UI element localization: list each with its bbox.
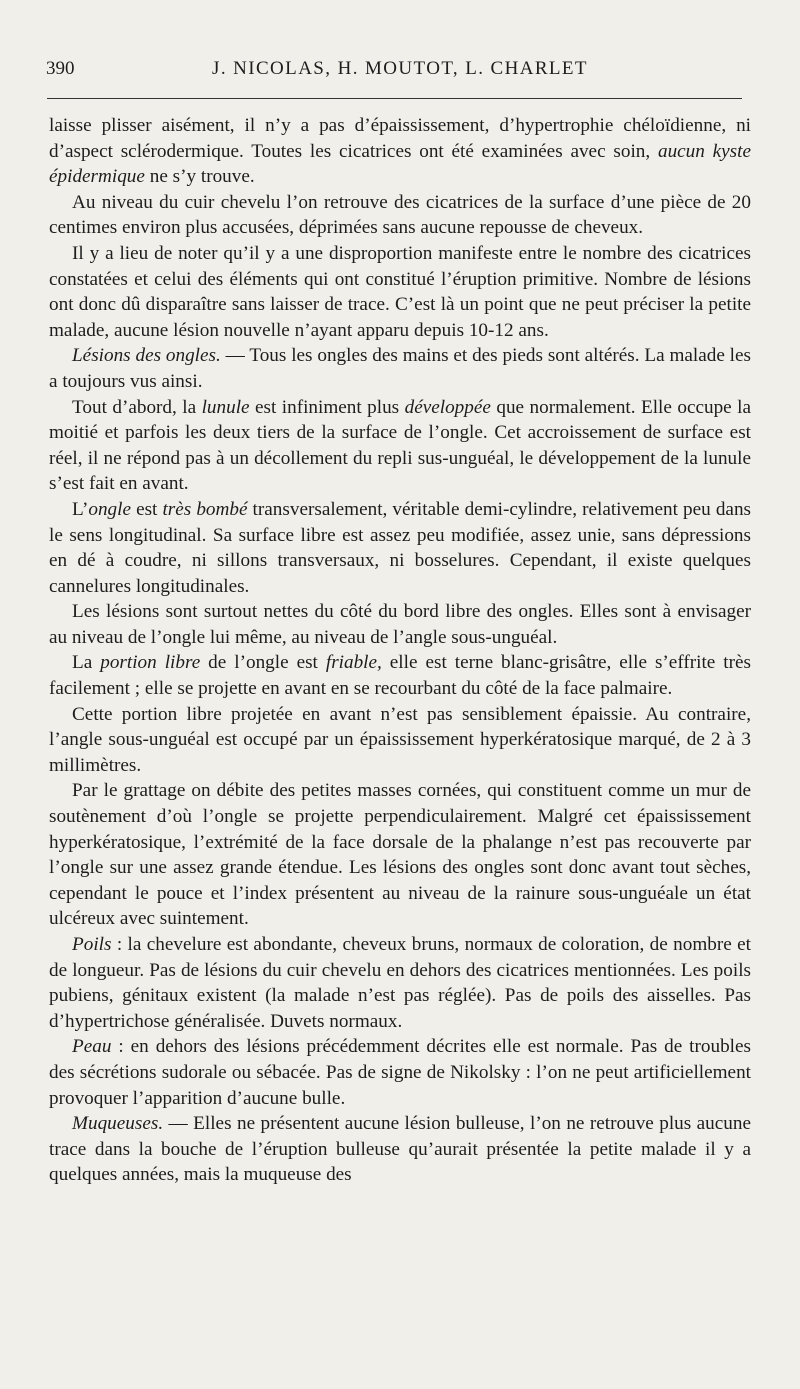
text-run: L’	[72, 498, 89, 520]
italic-run: Peau	[72, 1036, 112, 1058]
italic-run: aucun kyste épidermique	[49, 140, 751, 188]
text-run: La	[72, 652, 101, 674]
paragraph-subungual	[49, 702, 751, 779]
paragraph-lunula	[49, 395, 751, 497]
text-run: — Elles ne présentent aucune lésion bulleuse, l’on ne retrouve plus aucune trace dans la bouche de l’éruption bulleuse qu’aurait présentée la petite malade il y a quelques années, mais la muqueuse des	[49, 1113, 751, 1186]
text-run: de l’ongle est	[200, 652, 326, 674]
italic-run: ongle	[88, 498, 131, 520]
italic-run: très bombé	[162, 498, 248, 520]
text-run: elle est terne blanc-grisâtre, elle s’effrite très facilement ; elle se projette en avant en se recourbant du côté de la face palmaire.	[49, 652, 751, 700]
paragraph-hair	[49, 932, 751, 1034]
text-run: : la chevelure est abondante, cheveux bruns, normaux de coloration, de nombre et de longueur. Pas de lésions du cuir chevelu en dehors des cicatrices mentionnées. Les poils pubiens, génitaux existent (la malade n’est pas réglée). Pas de poils des aisselles. Pas d’hypertrichose généralisée. Duvets normaux.	[49, 934, 751, 1032]
paragraph-free-portion	[49, 650, 751, 701]
italic-run: Muqueuses.	[72, 1113, 164, 1135]
text-run: : en dehors des lésions précédemment décrites elle est normale. Pas de troubles des sécrétions sudorale ou sébacée. Pas de signe de Nikolsky : l’on ne peut artificiellement provoquer l’apparition d’aucune bulle.	[49, 1036, 751, 1109]
text-run: Il y a lieu de noter qu’il y a une disproportion manifeste entre le nombre des cicatrices constatées et celui des éléments qui ont constitué l’éruption primitive. Nombre de lésions ont donc dû disparaître sans laisser de trace. C’est là un point que ne peut préciser la petite malade, aucune lésion nouvelle n’ayant apparu depuis 10-12 ans.	[49, 242, 751, 341]
paragraph-nail-shape	[49, 497, 751, 599]
italic-run: Lésions des ongles.	[72, 345, 221, 367]
paragraph-mucosa	[49, 1111, 751, 1188]
paragraph-scraping	[49, 778, 751, 932]
text-run: que normalement. Elle occupe la moitié et parfois les deux tiers de la surface de l’ongle. Cet accroissement de surface est réel, il ne répond pas à un décollement du repli sus-unguéal, le développement de la lunule s’est fait en avant.	[49, 396, 751, 495]
paragraph-skin	[49, 1034, 751, 1111]
italic-run: lunule	[201, 396, 250, 418]
text-run: est infiniment plus	[249, 396, 405, 418]
text-run: transversalement, véritable demi-cylindre, relativement peu dans le sens longitudinal. Sa surface libre est assez peu modifiée, assez unie, sans dépressions en dé à coudre, ni sillons transversaux, ni bosselures. Cependant, il existe quelques cannelures longitudinales.	[49, 498, 752, 597]
paragraph-3	[49, 241, 751, 343]
text-run: Au niveau du cuir chevelu l’on retrouve des cicatrices de la surface d’une pièce de 20 centimes environ plus accusées, déprimées sans aucune repousse de cheveux.	[49, 191, 751, 239]
text-run: laisse plisser aisément, il n’y a pas d’épaississement, d’hypertrophie chéloïdienne, ni d’aspect sclérodermique. Toutes les cicatrices ont été examinées avec soin,	[49, 115, 751, 162]
text-run: Les lésions sont surtout nettes du côté du bord libre des ongles. Elles sont à envisager au niveau de l’ongle lui même, au niveau de l’angle sous-unguéal.	[49, 601, 751, 648]
paragraph-free-edge	[49, 599, 751, 650]
text-run: Tout d’abord, la	[72, 396, 202, 418]
italic-run: Poils	[72, 934, 112, 955]
italic-run: friable,	[325, 652, 382, 674]
page-number: 390	[46, 58, 75, 79]
paragraph-1	[49, 113, 751, 190]
italic-run: portion libre	[100, 652, 201, 674]
running-title: J. NICOLAS, H. MOUTOT, L. CHARLET	[212, 58, 588, 79]
paragraph-nail-lesions	[49, 343, 751, 394]
text-run: Cette portion libre projetée en avant n’est pas sensiblement épaissie. Au contraire, l’angle sous-unguéal est occupé par un épaississement hyperkératosique marqué, de 2 à 3 millimètres.	[49, 703, 751, 776]
text-run: est	[131, 498, 163, 520]
text-run: Par le grattage on débite des petites masses cornées, qui constituent comme un mur de soutènement d’où l’ongle se projette perpendiculairement. Malgré cet épaississement hyperkératosique, l’extrémité de la face dorsale de la phalange n’est pas recouverte par l’ongle sur une assez grande étendue. Les lésions des ongles sont donc avant tout sèches, cependant le pouce et l’index présentent au niveau de la rainure sous-unguéale un état ulcéreux avec suintement.	[49, 780, 751, 930]
italic-run: développée	[404, 396, 491, 418]
running-head	[0, 58, 800, 88]
text-run: ne s’y trouve.	[144, 166, 255, 188]
text-run: — Tous les ongles des mains et des pieds sont altérés. La malade les a toujours vus ainsi.	[49, 345, 752, 392]
body-text	[49, 113, 751, 1188]
header-rule	[47, 98, 742, 99]
paragraph-2	[49, 190, 751, 241]
